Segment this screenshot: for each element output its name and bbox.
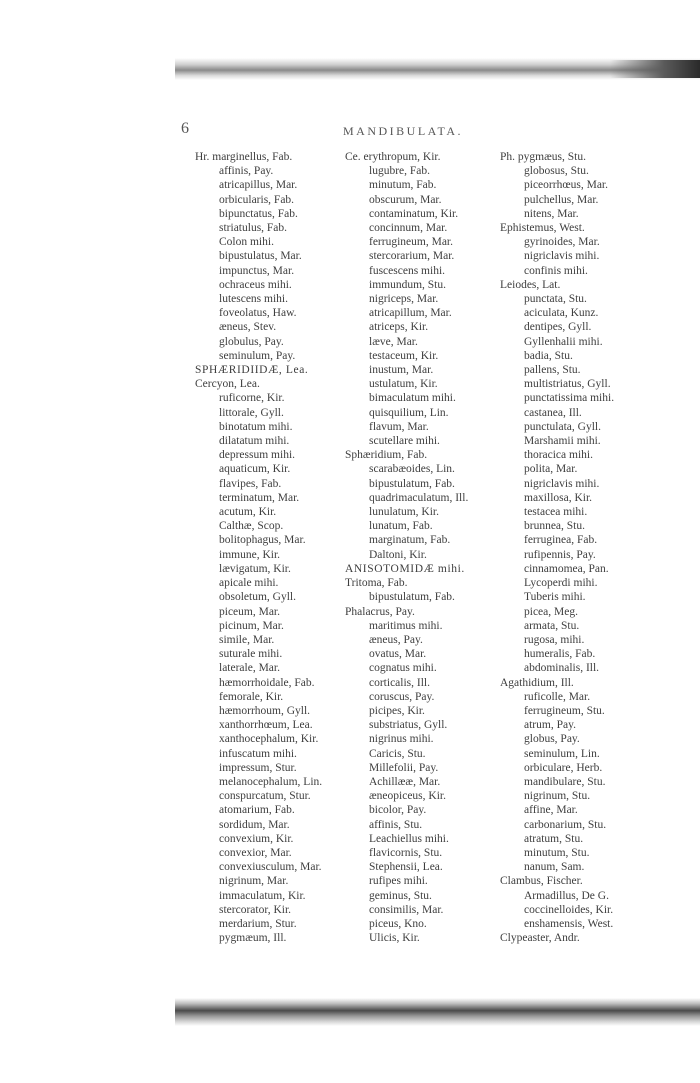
species-entry: xanthorrhœum, Lea. [219,719,313,732]
species-entry: contaminatum, Kir. [369,207,459,220]
species-entry: bicolor, Pay. [369,804,427,817]
species-entry: atricapillum, Mar. [369,307,452,320]
species-entry: convexior, Mar. [219,846,292,859]
species-entry: hæmorrhoidale, Fab. [219,676,315,689]
genus-entry: Clambus, Fischer. [500,875,583,888]
species-entry: flavum, Mar. [369,420,429,433]
species-entry: nigrinum, Stu. [524,790,591,803]
species-entry: immaculatum, Kir. [219,889,306,902]
species-entry: nigriclavis mihi. [524,477,600,490]
genus-entry: Cercyon, Lea. [195,378,260,391]
species-entry: maxillosa, Kir. [524,491,593,504]
species-entry: castanea, Ill. [524,406,582,419]
genus-entry: Sphæridium, Fab. [345,449,428,462]
species-entry: badia, Stu. [524,349,573,362]
species-entry: punctulata, Gyll. [524,420,601,433]
species-entry: Ulicis, Kir. [369,932,420,945]
species-entry: terminatum, Mar. [219,491,300,504]
species-entry: seminulum, Lin. [524,747,600,760]
family-heading: ANISOTOMIDÆ mihi. [345,562,465,575]
species-entry: ovatus, Mar. [369,648,427,661]
species-entry: punctatissima mihi. [524,392,615,405]
species-entry: carbonarium, Stu. [524,818,607,831]
species-entry: atrum, Pay. [524,719,576,732]
species-entry: immune, Kir. [219,548,281,561]
species-entry: testaceum, Kir. [369,349,439,362]
species-entry: xanthocephalum, Kir. [219,733,319,746]
species-entry: lævigatum, Kir. [219,562,291,575]
species-entry: binotatum mihi. [219,420,293,433]
species-entry: bipunctatus, Fab. [219,207,298,220]
species-entry: pygmæum, Ill. [219,932,287,945]
species-entry: conspurcatum, Stur. [219,790,311,803]
species-entry: lunatum, Fab. [369,520,433,533]
species-entry: piceum, Mar. [219,605,280,618]
species-entry: substriatus, Gyll. [369,719,448,732]
species-entry: affinis, Stu. [369,818,423,831]
genus-entry: Tritoma, Fab. [345,577,408,590]
species-entry: gyrinoides, Mar. [524,236,600,249]
species-entry: convexium, Kir. [219,832,294,845]
species-entry: abdominalis, Ill. [524,662,600,675]
species-entry: Caricis, Stu. [369,747,426,760]
species-entry: merdarium, Stur. [219,917,297,930]
species-entry: cognatus mihi. [369,662,437,675]
index-column-1 [195,150,345,945]
species-entry: nitens, Mar. [524,207,579,220]
species-entry: Marshamii mihi. [524,435,601,448]
species-entry: Colon mihi. [219,236,274,249]
species-entry: Hr. marginellus, Fab. [195,151,293,163]
species-entry: obscurum, Mar. [369,193,442,206]
species-entry: ferrugineum, Mar. [369,236,453,249]
species-entry: lutescens mihi. [219,293,288,306]
species-entry: depressum mihi. [219,449,296,462]
species-entry: ruficorne, Kir. [219,392,285,405]
species-entry: æneus, Stev. [219,321,277,334]
species-entry: ustulatum, Kir. [369,378,438,391]
species-entry: piceus, Kno. [369,917,427,930]
species-entry: orbiculare, Herb. [524,761,603,774]
species-entry: æneus, Pay. [369,633,423,646]
species-entry: multistriatus, Gyll. [524,378,611,391]
species-entry: simile, Mar. [219,633,275,646]
species-entry: polita, Mar. [524,463,578,476]
species-entry: Daltoni, Kir. [369,548,427,561]
species-entry: apicale mihi. [219,577,279,590]
species-entry: globus, Pay. [524,733,580,746]
species-entry: atratum, Stu. [524,832,584,845]
species-entry: æneopiceus, Kir. [369,790,446,803]
species-entry: maritimus mihi. [369,619,443,632]
species-entry: sordidum, Mar. [219,818,290,831]
species-entry: acutum, Kir. [219,506,277,519]
species-entry: Calthæ, Scop. [219,520,284,533]
species-entry: quadrimaculatum, Ill. [369,491,469,504]
species-entry: scutellare mihi. [369,435,440,448]
species-entry: dilatatum mihi. [219,435,290,448]
species-entry: coruscus, Pay. [369,690,435,703]
species-entry: Ph. pygmæus, Stu. [500,151,586,163]
species-entry: laterale, Mar. [219,662,280,675]
species-entry: marginatum, Fab. [369,534,451,547]
species-entry: scarabæoides, Lin. [369,463,455,476]
species-entry: dentipes, Gyll. [524,321,592,334]
species-entry: concinnum, Mar. [369,222,448,235]
species-entry: piceorrhœus, Mar. [524,179,608,192]
scan-edge-top-shadow [610,60,700,78]
species-entry: Achillææ, Mar. [369,775,441,788]
species-entry: quisquilium, Lin. [369,406,449,419]
species-entry: humeralis, Fab. [524,648,596,661]
species-entry: rufipennis, Pay. [524,548,596,561]
species-entry: seminulum, Pay. [219,349,296,362]
genus-entry: Ephistemus, West. [500,222,585,235]
species-entry: bolitophagus, Mar. [219,534,306,547]
species-entry: aciculata, Kunz. [524,307,599,320]
species-entry: globosus, Stu. [524,165,589,178]
species-entry: ochraceus mihi. [219,278,292,291]
species-entry: femorale, Kir. [219,690,284,703]
species-entry: ferruginea, Fab. [524,534,598,547]
species-entry: picipes, Kir. [369,704,425,717]
species-entry: nigrinus mihi. [369,733,434,746]
species-entry: affine, Mar. [524,804,578,817]
species-entry: nigrinum, Mar. [219,875,289,888]
species-entry: Tuberis mihi. [524,591,586,604]
index-column-2 [345,150,497,945]
species-entry: minutum, Stu. [524,846,590,859]
species-entry: flavipes, Fab. [219,477,282,490]
species-entry: Lycoperdi mihi. [524,577,598,590]
genus-entry: Clypeaster, Andr. [500,932,580,945]
species-entry: littorale, Gyll. [219,406,284,419]
species-entry: mandibulare, Stu. [524,775,606,788]
species-entry: armata, Stu. [524,619,580,632]
species-entry: enshamensis, West. [524,917,614,930]
species-entry: consimilis, Mar. [369,903,444,916]
scan-edge-bottom [175,998,700,1026]
species-entry: globulus, Pay. [219,335,284,348]
species-entry: cinnamomea, Pan. [524,562,609,575]
species-entry: confinis mihi. [524,264,588,277]
species-entry: læve, Mar. [369,335,418,348]
species-entry: bimaculatum mihi. [369,392,456,405]
species-entry: ruficolle, Mar. [524,690,591,703]
species-entry: aquaticum, Kir. [219,463,291,476]
species-entry: Ce. erythropum, Kir. [345,151,441,163]
species-entry: punctata, Stu. [524,293,587,306]
species-entry: stercorarium, Mar. [369,250,455,263]
species-entry: bipustulatum, Fab. [369,591,455,604]
species-entry: nigriclavis mihi. [524,250,600,263]
species-entry: melanocephalum, Lin. [219,775,323,788]
species-entry: coccinelloides, Kir. [524,903,614,916]
species-entry: inustum, Mar. [369,364,434,377]
species-entry: picea, Meg. [524,605,578,618]
species-entry: atricapillus, Mar. [219,179,298,192]
species-entry: atriceps, Kir. [369,321,429,334]
species-entry: orbicularis, Fab. [219,193,295,206]
species-entry: stercorator, Kir. [219,903,292,916]
species-entry: Gyllenhalii mihi. [524,335,603,348]
species-entry: picinum, Mar. [219,619,284,632]
species-entry: suturale mihi. [219,648,283,661]
species-entry: immundum, Stu. [369,278,446,291]
species-entry: geminus, Stu. [369,889,432,902]
species-entry: Armadillus, De G. [524,889,609,902]
species-entry: corticalis, Ill. [369,676,430,689]
species-entry: striatulus, Fab. [219,222,288,235]
genus-entry: Agathidium, Ill. [500,676,574,689]
species-entry: pulchellus, Mar. [524,193,599,206]
species-entry: atomarium, Fab. [219,804,295,817]
species-entry: testacea mihi. [524,506,588,519]
species-entry: fuscescens mihi. [369,264,446,277]
species-entry: Stephensii, Lea. [369,861,443,874]
species-entry: Leachiellus mihi. [369,832,449,845]
species-entry: ferrugineum, Stu. [524,704,605,717]
genus-entry: Phalacrus, Pay. [345,605,415,618]
species-entry: rufipes mihi. [369,875,428,888]
species-entry: bipustulatum, Fab. [369,477,455,490]
page-number: 6 [181,120,189,137]
species-entry: foveolatus, Haw. [219,307,297,320]
species-entry: lugubre, Fab. [369,165,431,178]
species-entry: affinis, Pay. [219,165,274,178]
species-entry: convexiusculum, Mar. [219,861,322,874]
species-entry: infuscatum mihi. [219,747,297,760]
species-entry: rugosa, mihi. [524,633,585,646]
index-column-3 [500,150,650,945]
species-entry: Millefolii, Pay. [369,761,439,774]
family-heading: SPHÆRIDIIDÆ, Lea. [195,364,309,377]
species-entry: nanum, Sam. [524,861,585,874]
species-entry: bipustulatus, Mar. [219,250,302,263]
species-entry: impunctus, Mar. [219,264,295,277]
species-entry: nigriceps, Mar. [369,293,439,306]
species-entry: pallens, Stu. [524,364,581,377]
species-entry: thoracica mihi. [524,449,593,462]
species-entry: minutum, Fab. [369,179,437,192]
running-head: MANDIBULATA. [343,124,464,138]
genus-entry: Leiodes, Lat. [500,278,561,291]
species-entry: flavicornis, Stu. [369,846,443,859]
species-entry: brunnea, Stu. [524,520,586,533]
species-entry: lunulatum, Kir. [369,506,439,519]
species-entry: obsoletum, Gyll. [219,591,296,604]
species-entry: hæmorrhoum, Gyll. [219,704,311,717]
species-entry: impressum, Stur. [219,761,297,774]
